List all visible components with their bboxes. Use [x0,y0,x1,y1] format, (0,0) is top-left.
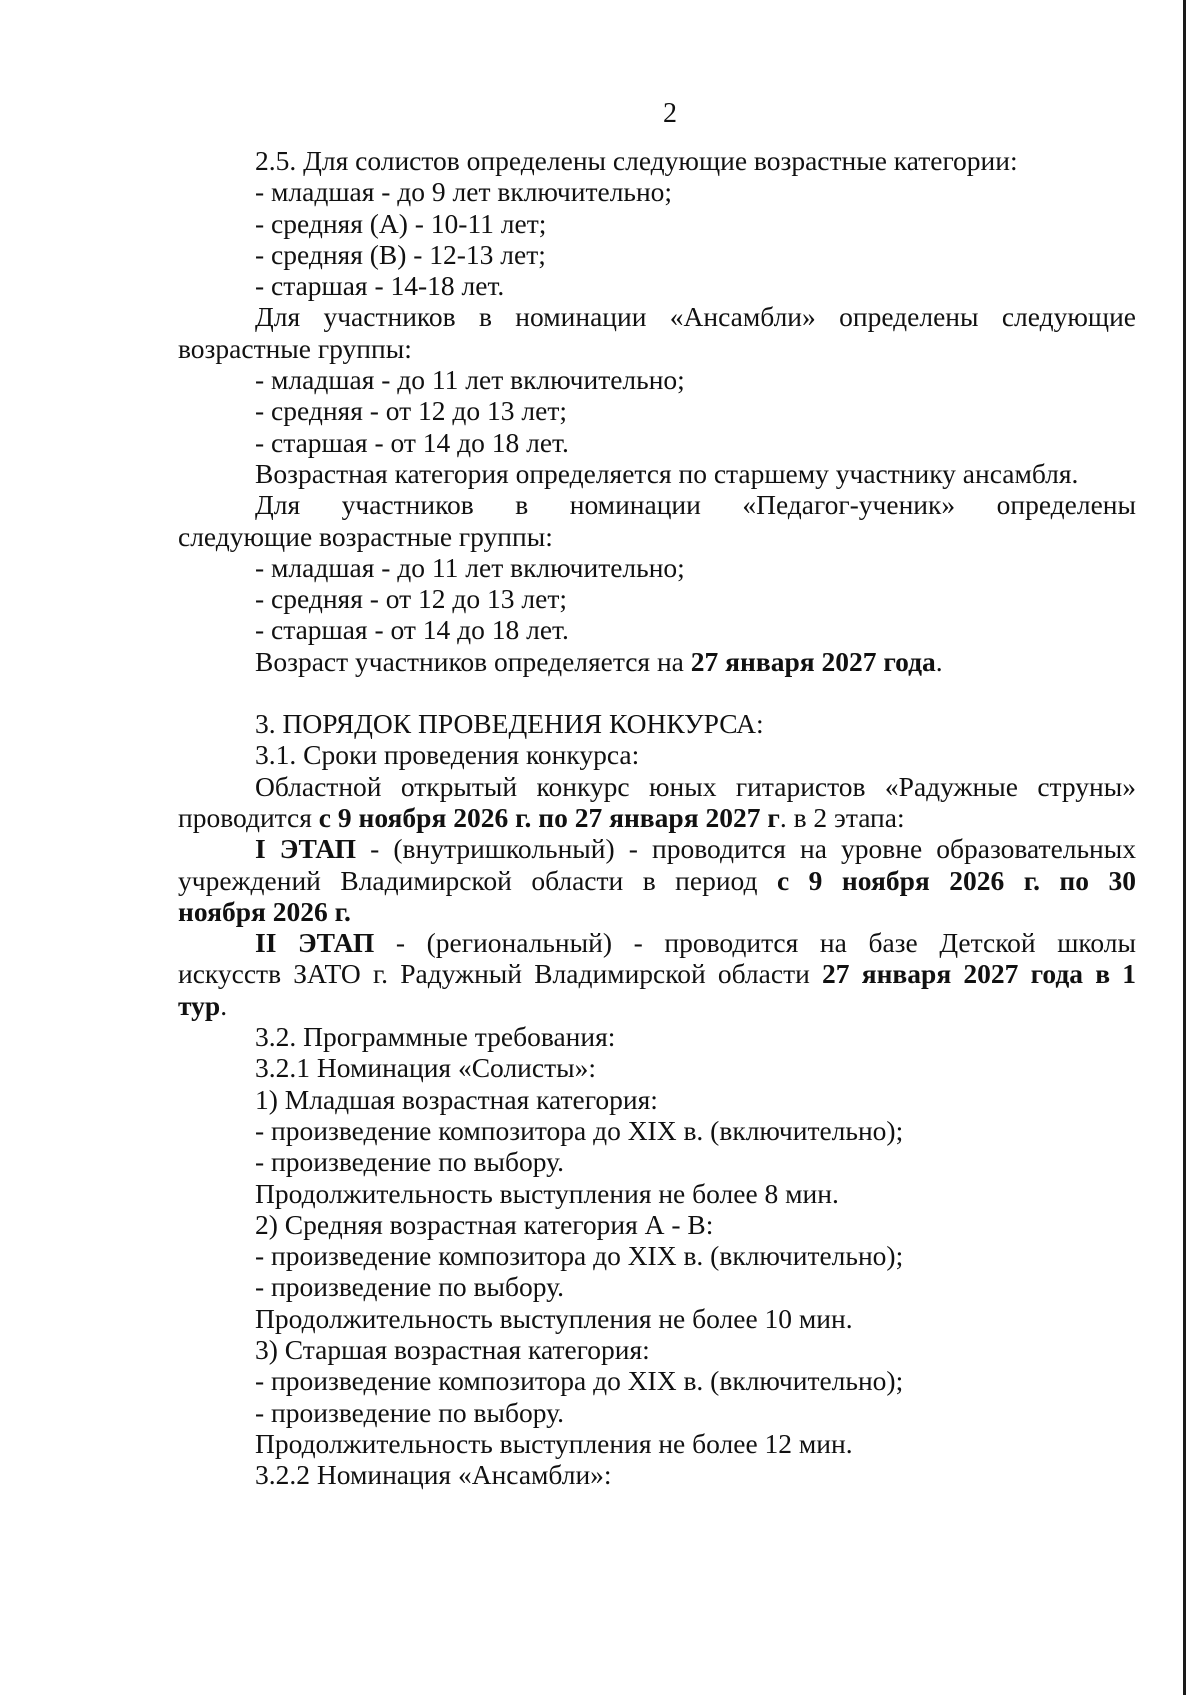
teacher-paragraph-line: следующие возрастные группы: [178,520,553,552]
stage-2-dates-end: тур [178,989,221,1021]
ensembles-age-note: Возрастная категория определяется по старшему участнику ансамбля. [255,457,1079,489]
section-3-1-heading: 3.1. Сроки проведения конкурса: [255,739,640,771]
age-date-end: . [935,645,943,677]
category-title: 1) Младшая возрастная категория: [255,1083,658,1115]
stage-2-line [178,990,1136,1021]
stage-2-line [178,927,1136,958]
page-edge-line [1183,0,1186,1695]
list-item: - младшая - до 11 лет включительно; [255,551,685,583]
list-item: - произведение по выбору. [255,1146,565,1178]
page-number: 2 [663,98,677,129]
list-item: - старшая - 14-18 лет. [255,270,505,302]
list-item: - произведение композитора до XIX в. (включительно); [255,1240,904,1272]
teacher-paragraph-line: Для участников в номинации «Педагог-ученик» определены [255,489,1136,521]
section-3-2-2-heading: 3.2.2 Номинация «Ансамбли»: [255,1459,612,1491]
ensembles-paragraph-line: возрастные группы: [178,332,412,364]
stage-2-dates: 27 января 2027 года в 1 [822,958,1136,990]
contest-dates-value: с 9 ноября 2026 г. по 27 января 2027 г [318,801,780,833]
section-2-5-heading: 2.5. Для солистов определены следующие возрастные категории: [255,145,1018,176]
section-3-2-heading: 3.2. Программные требования: [255,1021,616,1053]
list-item: - произведение композитора до XIX в. (включительно); [255,1114,904,1146]
age-date-line [178,646,1136,677]
list-item: - средняя - от 12 до 13 лет; [255,583,567,615]
stage-2-line [178,958,1136,989]
list-item: - старшая - от 14 до 18 лет. [255,614,569,646]
stage-1-line [178,865,1136,896]
stage-2-end: . [220,989,228,1021]
contest-dates-line [178,802,1136,833]
document-body [178,145,1136,1490]
age-date-value: 27 января 2027 года [690,645,936,677]
list-item: - средняя (В) - 12-13 лет; [255,238,546,270]
stage-1-text: - (внутришкольный) - проводится на уровне образовательных [356,833,1136,865]
category-title: 2) Средняя возрастная категория А - В: [255,1208,714,1240]
stage-1-label: I ЭТАП [255,833,356,865]
stage-2-text: - (региональный) - проводится на базе Детской школы [374,927,1136,959]
list-item: - произведение по выбору. [255,1271,565,1303]
stage-2-label: II ЭТАП [255,927,375,959]
category-title: 3) Старшая возрастная категория: [255,1333,650,1365]
stage-1-text: учреждений Владимирской области в период [178,864,777,896]
stage-1-line [178,896,1136,927]
contest-intro-line: Областной открытый конкурс юных гитаристов «Радужные струны» [255,770,1136,802]
list-item: - младшая - до 9 лет включительно; [255,176,673,208]
age-date-text: Возраст участников определяется на [255,645,691,677]
duration-line: Продолжительность выступления не более 10 мин. [255,1302,853,1334]
list-item: - произведение композитора до XIX в. (включительно); [255,1365,904,1397]
contest-dates-post: . в 2 этапа: [779,801,905,833]
ensembles-paragraph-line: Для участников в номинации «Ансамбли» определены следующие [255,301,1136,333]
duration-line: Продолжительность выступления не более 12 мин. [255,1427,853,1459]
paragraph-gap [178,677,1136,708]
stage-1-line [178,833,1136,864]
section-3-2-1-heading: 3.2.1 Номинация «Солисты»: [255,1052,596,1084]
duration-line: Продолжительность выступления не более 8 мин. [255,1177,839,1209]
list-item: - средняя - от 12 до 13 лет; [255,395,567,427]
list-item: - средняя (А) - 10-11 лет; [255,207,547,239]
list-item: - произведение по выбору. [255,1396,565,1428]
stage-1-dates-end: ноября 2026 г. [178,895,351,927]
list-item: - старшая - от 14 до 18 лет. [255,426,569,458]
stage-2-text: искусств ЗАТО г. Радужный Владимирской области [178,958,822,990]
stage-1-dates: с 9 ноября 2026 г. по 30 [776,864,1136,896]
section-3-heading: 3. ПОРЯДОК ПРОВЕДЕНИЯ КОНКУРСА: [255,708,764,740]
contest-dates-pre: проводится [178,801,319,833]
list-item: - младшая - до 11 лет включительно; [255,364,685,396]
